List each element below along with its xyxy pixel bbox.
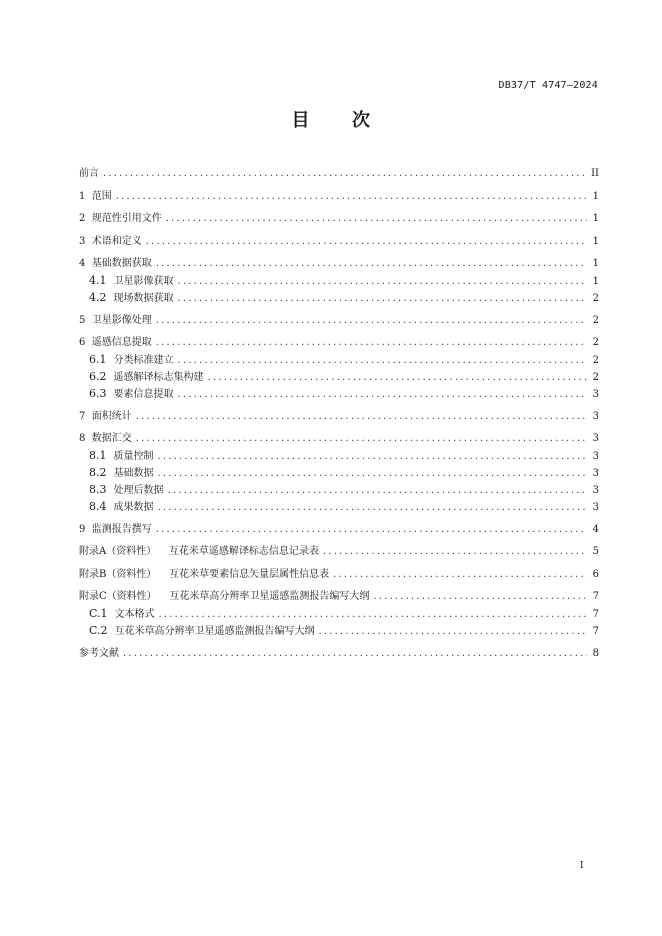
toc-entry-label: 基础数据获取 xyxy=(91,258,152,269)
toc-entry-page: 3 xyxy=(592,433,599,444)
toc-entry-label: 互花米草高分辨率卫星遥感监测报告编写大纲 xyxy=(169,591,370,602)
toc-entry-label: 规范性引用文件 xyxy=(91,213,162,224)
toc-entry-number: 8.4 xyxy=(89,500,114,513)
toc-entry-page: 7 xyxy=(592,609,599,620)
toc-entry-number: 2 xyxy=(79,213,92,224)
toc-entry-label: 前言 xyxy=(79,168,99,179)
toc-leader-dots xyxy=(103,165,587,182)
toc-leader-dots xyxy=(156,255,587,272)
toc-entry-page: 2 xyxy=(592,293,599,304)
toc-entry-label: 面积统计 xyxy=(91,410,132,422)
toc-entry-label: 数据汇交 xyxy=(91,433,132,444)
toc-leader-dots xyxy=(156,334,587,351)
toc-entry-label: 卫星影像获取 xyxy=(113,276,174,287)
toc-leader-dots xyxy=(159,606,587,623)
toc-entry-page: 3 xyxy=(592,410,599,422)
toc-leader-dots xyxy=(158,465,588,482)
toc-entry-number: 6.1 xyxy=(89,353,114,366)
toc-entry[interactable] xyxy=(79,351,599,368)
toc-entry-label: 成果数据 xyxy=(113,502,154,513)
toc-leader-dots xyxy=(178,352,588,369)
page-number: I xyxy=(580,861,584,871)
toc-entry-number: 附录C（资料性） xyxy=(79,591,170,602)
toc-entry[interactable] xyxy=(79,430,599,447)
table-of-contents xyxy=(79,165,599,662)
toc-entry-number: 附录A（资料性） xyxy=(79,546,169,557)
toc-entry-label: 互花米草高分辨率卫星遥感监测报告编写大纲 xyxy=(114,626,315,637)
toc-entry-number: 6 xyxy=(79,337,92,348)
toc-leader-dots xyxy=(146,233,587,250)
toc-entry-page: 3 xyxy=(592,502,599,513)
toc-entry-page: 1 xyxy=(592,235,599,247)
toc-entry-number: C.2 xyxy=(89,624,115,637)
toc-entry-page: 1 xyxy=(592,213,599,224)
toc-entry[interactable] xyxy=(79,464,599,481)
toc-leader-dots xyxy=(208,369,588,386)
toc-entry-label: 监测报告撰写 xyxy=(91,523,152,535)
toc-leader-dots xyxy=(116,188,587,205)
toc-leader-dots xyxy=(333,566,587,583)
toc-entry-label: 基础数据 xyxy=(113,468,154,479)
toc-entry-number: 6.3 xyxy=(89,387,114,400)
toc-entry-page: 2 xyxy=(592,372,599,383)
toc-leader-dots xyxy=(136,430,587,447)
toc-entry[interactable] xyxy=(79,165,599,182)
toc-entry[interactable] xyxy=(79,543,599,560)
toc-entry-label: 遥感信息提取 xyxy=(91,337,152,348)
toc-entry[interactable] xyxy=(79,622,599,639)
toc-entry-number: 4.1 xyxy=(89,274,114,287)
toc-entry-number: 7 xyxy=(79,410,92,422)
toc-entry-page: 7 xyxy=(592,626,599,637)
toc-entry-page: 4 xyxy=(592,523,599,535)
toc-entry-label: 互花米草要素信息矢量层属性信息表 xyxy=(169,568,330,580)
page-title xyxy=(0,106,662,132)
toc-entry[interactable] xyxy=(79,385,599,402)
toc-entry-label: 质量控制 xyxy=(113,451,154,462)
toc-entry-number: 9 xyxy=(79,523,92,535)
toc-entry-page: 7 xyxy=(592,591,599,602)
toc-entry[interactable] xyxy=(79,334,599,351)
page-title-part2: 次 xyxy=(352,110,371,131)
toc-entry-page: 2 xyxy=(592,337,599,348)
toc-entry-number: 8.3 xyxy=(89,483,114,496)
toc-leader-dots xyxy=(158,448,588,465)
toc-leader-dots xyxy=(178,290,588,307)
toc-leader-dots xyxy=(178,273,588,290)
toc-leader-dots xyxy=(136,408,587,425)
toc-entry-page: 1 xyxy=(592,190,599,202)
toc-entry-label: 分类标准建立 xyxy=(113,355,174,366)
toc-leader-dots xyxy=(123,645,587,662)
toc-entry-number: 8 xyxy=(79,433,92,444)
toc-entry-label: 术语和定义 xyxy=(91,235,142,247)
toc-entry-label: 文本格式 xyxy=(114,609,155,620)
toc-leader-dots xyxy=(178,386,588,403)
toc-entry[interactable] xyxy=(79,289,599,306)
toc-entry[interactable] xyxy=(79,408,599,425)
toc-entry[interactable] xyxy=(79,605,599,622)
toc-entry[interactable] xyxy=(79,645,599,662)
toc-entry-number: 1 xyxy=(79,190,92,202)
document-code: DB37/T 4747—2024 xyxy=(498,80,598,91)
toc-entry-number: 附录B（资料性） xyxy=(79,568,170,580)
toc-leader-dots xyxy=(373,588,587,605)
toc-entry-page: 3 xyxy=(592,451,599,462)
toc-entry-page: 5 xyxy=(592,546,599,557)
toc-leader-dots xyxy=(323,543,587,560)
toc-entry-number: 4.2 xyxy=(89,291,114,304)
toc-entry[interactable] xyxy=(79,255,599,272)
page-title-part1: 目 xyxy=(291,110,310,131)
toc-leader-dots xyxy=(158,499,588,516)
toc-entry-page: 2 xyxy=(592,314,599,326)
toc-entry-label: 处理后数据 xyxy=(113,485,164,496)
toc-entry-number: 5 xyxy=(79,314,92,326)
toc-entry[interactable] xyxy=(79,368,599,385)
toc-entry[interactable] xyxy=(79,566,599,583)
toc-entry[interactable] xyxy=(79,312,599,329)
toc-entry-label: 要素信息提取 xyxy=(113,389,174,400)
toc-entry-label: 遥感解译标志集构建 xyxy=(113,372,204,383)
toc-entry-page: 1 xyxy=(592,276,599,287)
toc-entry-label: 参考文献 xyxy=(79,647,119,659)
toc-entry-number: 3 xyxy=(79,235,92,247)
toc-entry-number: C.1 xyxy=(89,607,115,620)
toc-entry-page: 3 xyxy=(592,485,599,496)
toc-leader-dots xyxy=(156,521,587,538)
toc-entry-page: 3 xyxy=(592,468,599,479)
toc-entry-number: 4 xyxy=(79,258,92,269)
toc-entry-page: II xyxy=(591,168,599,179)
toc-leader-dots xyxy=(168,482,588,499)
toc-entry-page: 2 xyxy=(592,355,599,366)
toc-entry[interactable] xyxy=(79,481,599,498)
toc-entry-number: 6.2 xyxy=(89,370,114,383)
toc-entry-page: 3 xyxy=(592,389,599,400)
toc-entry[interactable] xyxy=(79,272,599,289)
toc-entry-label: 现场数据获取 xyxy=(113,293,174,304)
toc-entry-page: 6 xyxy=(592,568,599,580)
toc-entry[interactable] xyxy=(79,588,599,605)
toc-entry[interactable] xyxy=(79,521,599,538)
toc-entry-number: 8.2 xyxy=(89,466,114,479)
toc-leader-dots xyxy=(156,312,587,329)
toc-entry-label: 互花米草遥感解译标志信息记录表 xyxy=(168,546,319,557)
toc-entry-label: 卫星影像处理 xyxy=(91,314,152,326)
toc-entry-page: 1 xyxy=(592,258,599,269)
toc-entry-number: 8.1 xyxy=(89,449,114,462)
toc-leader-dots xyxy=(319,623,587,640)
toc-entry[interactable] xyxy=(79,210,599,227)
toc-entry[interactable] xyxy=(79,188,599,205)
toc-leader-dots xyxy=(166,210,587,227)
toc-entry[interactable] xyxy=(79,498,599,515)
toc-entry[interactable] xyxy=(79,447,599,464)
toc-entry-page: 8 xyxy=(592,647,599,659)
toc-entry[interactable] xyxy=(79,233,599,250)
toc-entry-label: 范围 xyxy=(91,190,112,202)
